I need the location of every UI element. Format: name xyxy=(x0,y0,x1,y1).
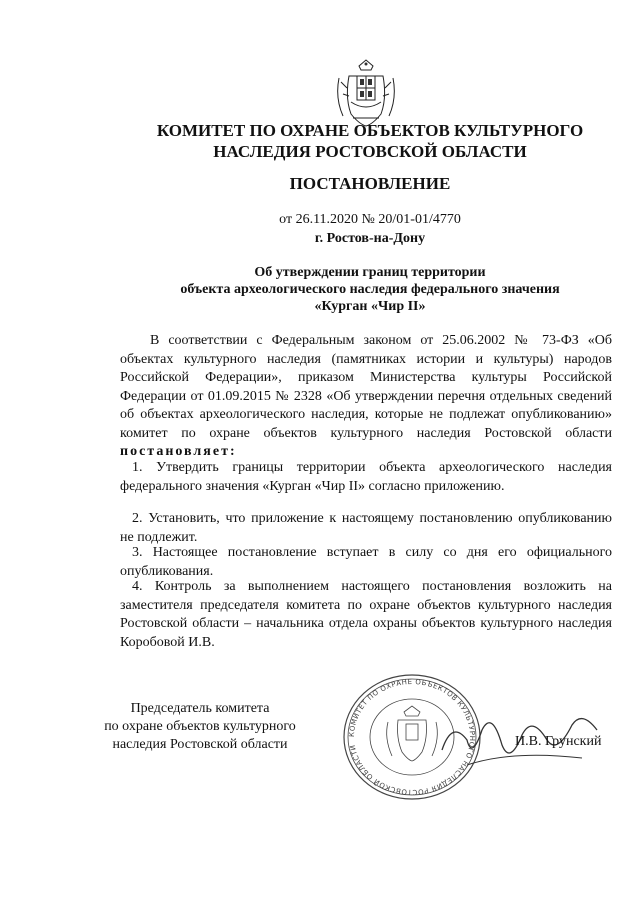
date-number: от 26.11.2020 № 20/01-01/4770 xyxy=(279,212,461,227)
list-item: 2. Установить, что приложение к настоящему постановлению опубликованию не подлежит. xyxy=(120,511,612,545)
organization-title xyxy=(120,120,620,162)
subject-line2: объекта археологического наследия федерального значения xyxy=(180,282,560,297)
subject-line3: «Курган «Чир II» xyxy=(314,299,426,314)
subject-line1: Об утверждении границ территории xyxy=(254,265,486,280)
position-line1: Председатель комитета xyxy=(130,701,270,716)
coat-of-arms-icon xyxy=(335,58,397,128)
intro-paragraph xyxy=(120,332,612,462)
intro-text: В соответствии с Федеральным законом от 25.06.2002 № 73-ФЗ «Об объектах культурного наследия (памятниках истории и культуры) народов Российской Федерации», приказом Министерства культуры Российской Федерации от 01.09.2015 № 2328 «Об утверждении перечня отдельных сведений об объектах археологического наследия, которые не подлежат опубликованию» комитет по охране объектов культурного наследия Ростовской области xyxy=(120,333,612,441)
signatory-position xyxy=(80,700,320,754)
org-title-line2: НАСЛЕДИЯ РОСТОВСКОЙ ОБЛАСТИ xyxy=(213,142,527,161)
list-item: 1. Утвердить границы территории объекта археологического наследия федерального значения «Курган «Чир II» согласно приложению. xyxy=(120,460,612,494)
intro-text-wrap xyxy=(120,332,612,462)
document-subject xyxy=(120,264,620,315)
decree-keyword: постановляет: xyxy=(120,444,237,459)
city: г. Ростов-на-Дону xyxy=(314,231,426,246)
list-item: 4. Контроль за выполнением настоящего постановления возложить на заместителя председателя комитета по охране объектов культурного наследия Ростовской области – начальника отдела охраны объектов культурного наследия Коробовой И.В. xyxy=(120,579,612,650)
list-item: 3. Настоящее постановление вступает в силу со дня его официального опубликования. xyxy=(120,545,612,579)
org-title-line1: КОМИТЕТ ПО ОХРАНЕ ОБЪЕКТОВ КУЛЬТУРНОГО xyxy=(156,121,584,140)
document-type: ПОСТАНОВЛЕНИЕ xyxy=(289,174,451,193)
seal-text: КОМИТЕТ ПО ОХРАНЕ ОБЪЕКТОВ КУЛЬТУРНОГО НАСЛЕДИЯ РОСТОВСКОЙ ОБЛАСТИ xyxy=(347,677,477,797)
position-line3: наследия Ростовской области xyxy=(112,737,288,752)
signatory-name: И.В. Грунский xyxy=(515,734,602,749)
position-line2: по охране объектов культурного xyxy=(104,719,296,734)
